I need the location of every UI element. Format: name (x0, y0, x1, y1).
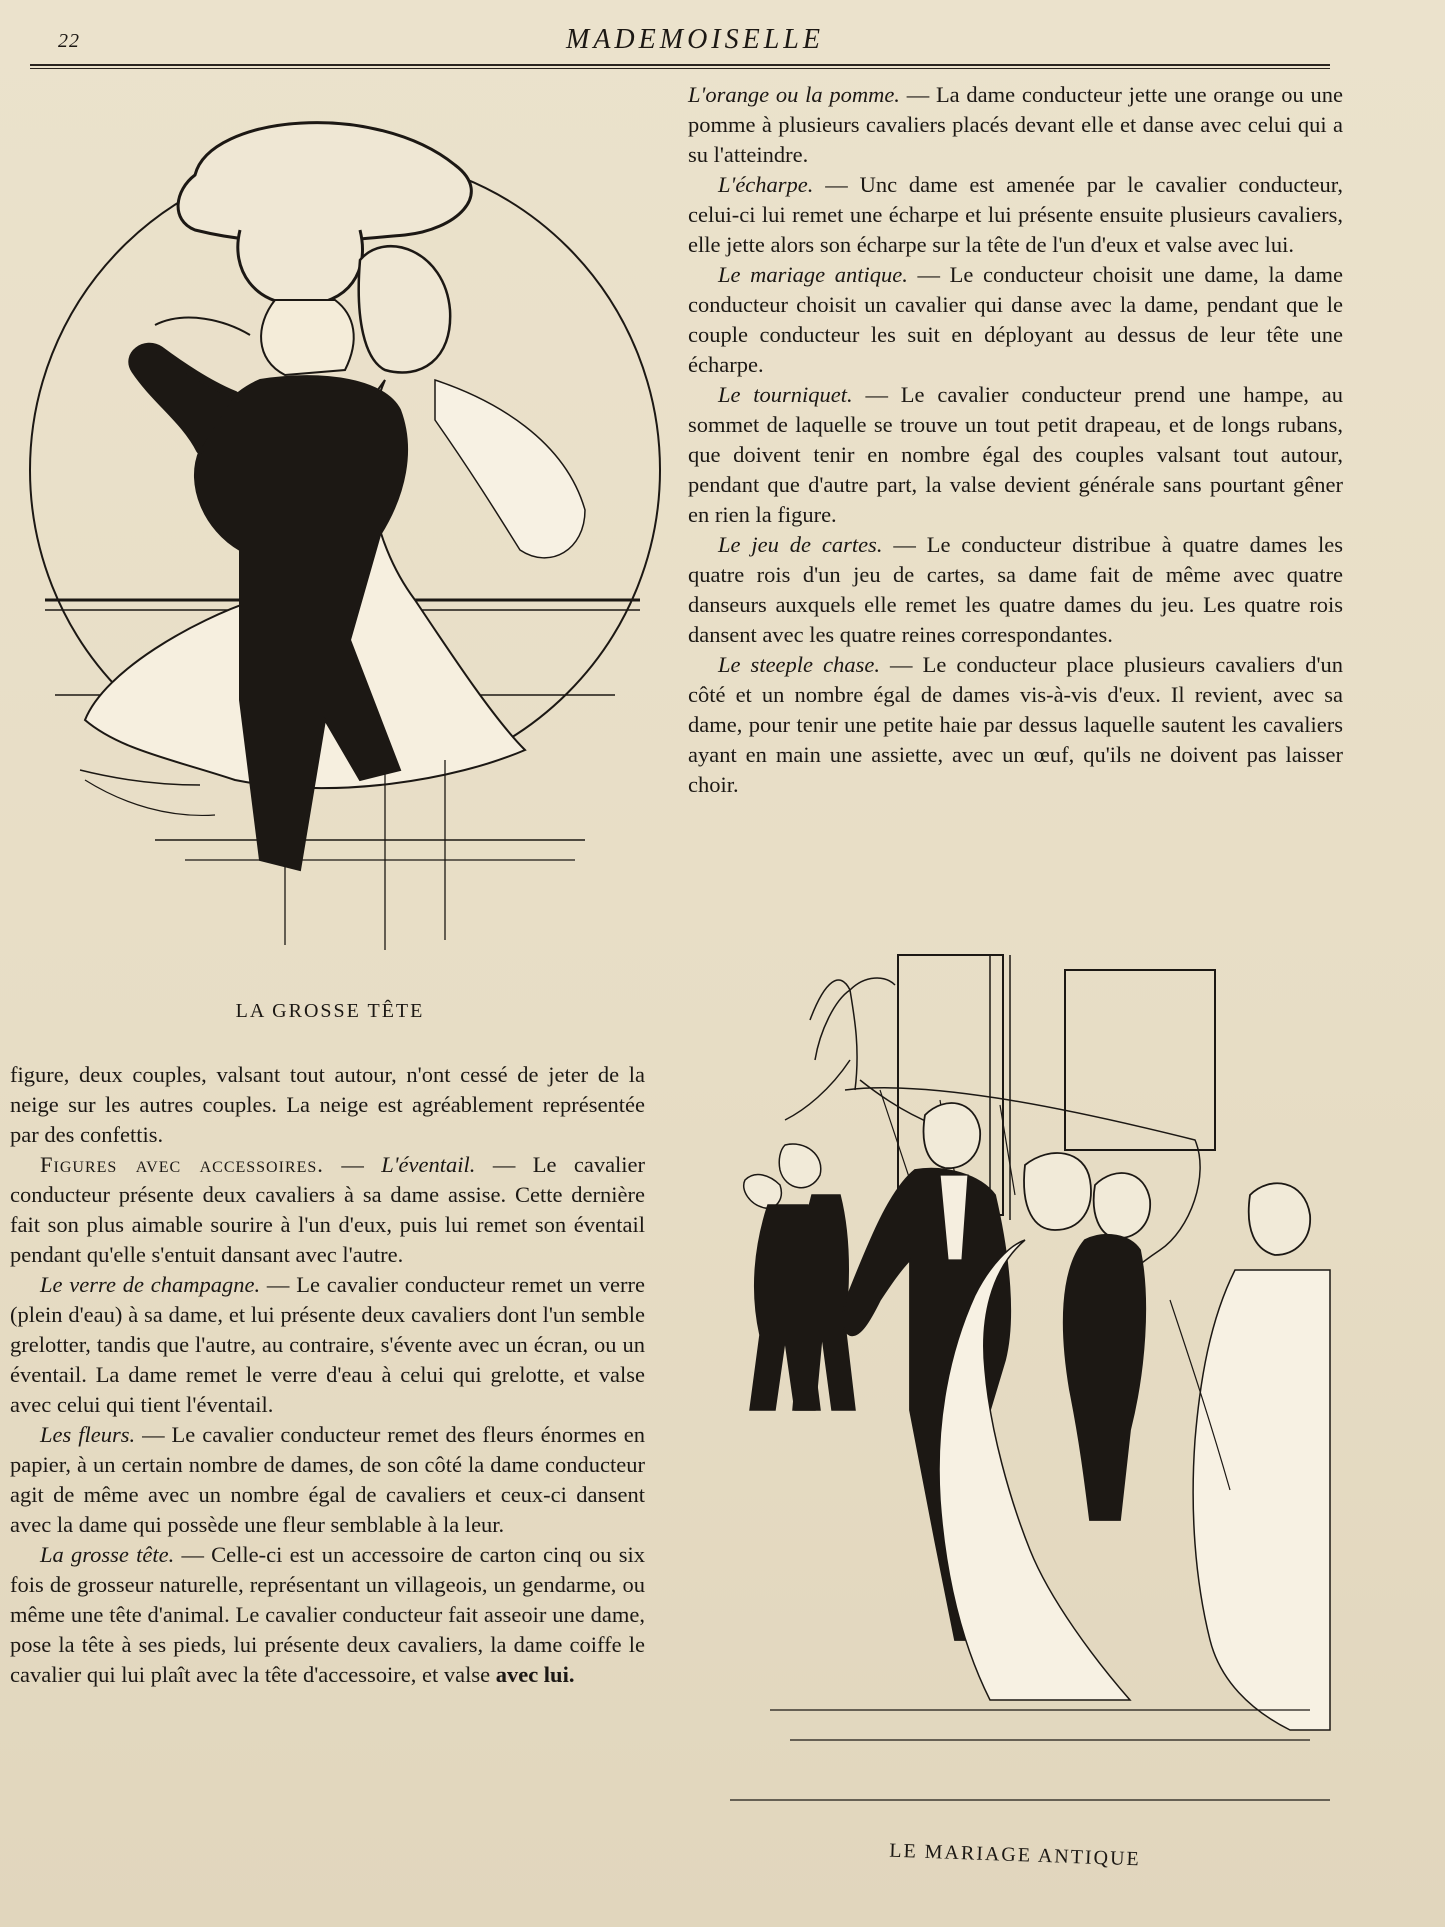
page-number: 22 (58, 30, 80, 52)
dash: — (825, 172, 860, 197)
illustration-mariage-antique (690, 940, 1340, 1835)
paragraph-steeple-chase (688, 650, 1343, 800)
lead-orange: L'orange ou la pomme. (688, 82, 900, 107)
dash: — (893, 532, 927, 557)
text-mariage: Le conducteur choisit une dame, la dame conducteur choisit un cavalier qui danse avec la dame, pendant que le couple conducteur les suit en déployant au dessus de leur tête une écharpe. (688, 262, 1343, 377)
lead-mariage: Le mariage antique. (718, 262, 908, 287)
dash: — (341, 1152, 382, 1177)
lead-grosse-tete: La grosse tête. (40, 1542, 175, 1567)
paragraph-fleurs (10, 1420, 645, 1540)
paragraph-echarpe (688, 170, 1343, 260)
text-steeple-chase: Le conducteur place plusieurs cavaliers d'un côté et un nombre égal de dames vis-à-vis d'eux. Il revient, avec sa dame, pour tenir une petite haie par dessus laquelle sautent les cavaliers ayant en main une assiette, avec un œuf, qu'ils ne doivent pas laisser choir. (688, 652, 1344, 797)
right-column (688, 80, 1343, 800)
dash: — (917, 262, 950, 287)
paragraph-jeu-de-cartes (688, 530, 1343, 650)
header-rule (30, 64, 1330, 66)
lead-tourniquet: Le tourniquet. (718, 382, 853, 407)
text-jeu-de-cartes: Le conducteur distribue à quatre dames les quatre rois d'un jeu de cartes, sa dame fait de même avec quatre danseurs auxquels elle remet les quatre dames du jeu. Les quatre rois dansent avec les quatre reines correspondantes. (688, 532, 1344, 647)
lead-echarpe: L'écharpe. (718, 172, 814, 197)
paragraph-orange (688, 80, 1343, 170)
header-rule-thin (30, 68, 1330, 69)
text-champagne: Le cavalier conducteur remet un verre (plein d'eau) à sa dame, et lui présente deux cavaliers dont l'un semble grelotter, tandis que l'autre, au contraire, s'évente avec un écran, ou un éventail. La dame remet le verre d'eau à celui qui grelotte, et valse avec celui qui tient l'éventail. (10, 1272, 645, 1417)
lead-jeu-de-cartes: Le jeu de cartes. (718, 532, 883, 557)
heading-accessoires: Figures avec accessoires. (40, 1152, 324, 1177)
text-grosse-tete-closing: avec lui. (495, 1662, 575, 1687)
illustration-grosse-tete (25, 80, 665, 960)
dash: — (890, 652, 923, 677)
paragraph-champagne (10, 1270, 645, 1420)
dash: — (142, 1422, 172, 1447)
paragraph-grosse-tete (10, 1540, 645, 1690)
text-orange: La dame conducteur jette une orange ou une pomme à plusieurs cavaliers placés devant elle et danse avec celui qui a su l'atteindre. (688, 82, 1344, 167)
lead-eventail: L'éventail. (381, 1152, 476, 1177)
dash: — (266, 1272, 297, 1297)
caption-mariage-antique: LE MARIAGE ANTIQUE (888, 1839, 1142, 1871)
dash: — (865, 382, 901, 407)
text-fleurs: Le cavalier conducteur remet des fleurs énormes en papier, à un certain nombre de dames, de son côté la dame conducteur agit de même avec un nombre égal de cavaliers et ceux-ci dansent avec la dame qui possède une fleur semblable à la leur. (10, 1422, 646, 1537)
dash: — (492, 1152, 533, 1177)
page-header (30, 24, 1330, 68)
text-neige: figure, deux couples, valsant tout autour, n'ont cessé de jeter de la neige sur les autres couples. La neige est agréablement représentée par des confettis. (10, 1062, 645, 1147)
lead-steeple-chase: Le steeple chase. (718, 652, 880, 677)
journal-title: MADEMOISELLE (566, 24, 824, 55)
caption-grosse-tete: LA GROSSE TÊTE (235, 1000, 425, 1022)
lead-champagne: Le verre de champagne. (40, 1272, 261, 1297)
paragraph-neige (10, 1060, 645, 1150)
text-echarpe: Unc dame est amenée par le cavalier conducteur, celui-ci lui remet une écharpe et lui présente ensuite plusieurs cavaliers, elle jette alors son écharpe sur la tête de l'un d'eux et valse avec lui. (688, 172, 1344, 257)
lead-fleurs: Les fleurs. (40, 1422, 136, 1447)
paragraph-mariage (688, 260, 1343, 380)
grosse-tete-drawing (25, 80, 665, 960)
paragraph-eventail (10, 1150, 645, 1270)
text-eventail: Le cavalier conducteur présente deux cavaliers à sa dame assise. Cette dernière fait son plus aimable sourire à l'un d'eux, puis lui remet son éventail pendant qu'elle s'entuit dansant avec l'autre. (10, 1152, 646, 1267)
dash: — (906, 82, 936, 107)
paragraph-tourniquet (688, 380, 1343, 530)
left-column (10, 1060, 645, 1690)
text-grosse-tete: Celle-ci est un accessoire de carton cinq ou six fois de grosseur naturelle, représentant un villageois, un gendarme, ou même une tête d'animal. Le cavalier conducteur fait asseoir une dame, pose la tête à ses pieds, lui présente deux cavaliers, la dame coiffe le cavalier qui lui plaît avec la tête d'accessoire, et valse (10, 1542, 645, 1687)
mariage-antique-drawing (690, 940, 1340, 1835)
text-tourniquet: Le cavalier conducteur prend une hampe, au sommet de laquelle se trouve un tout petit drapeau, et de longs rubans, que doivent tenir en nombre égal des couples valsant tout autour, pendant que d'autre part, la valse devient générale sans pourtant gêner en rien la figure. (688, 382, 1344, 527)
dash: — (181, 1542, 212, 1567)
